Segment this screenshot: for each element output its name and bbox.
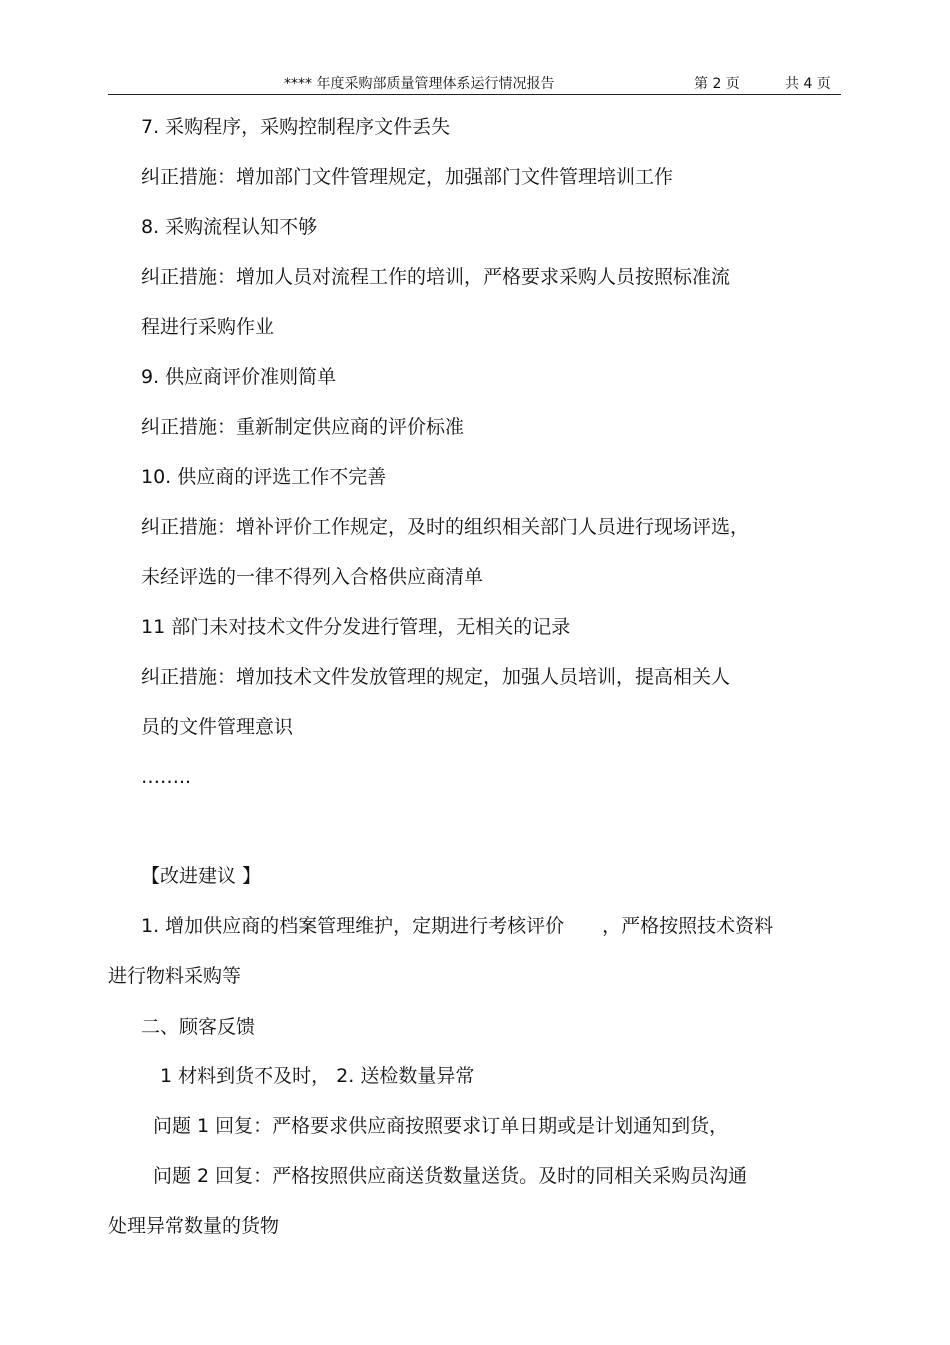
item-11-corrective-action-cont: 员的文件管理意识 bbox=[141, 716, 294, 738]
item-8-corrective-action-cont: 程进行采购作业 bbox=[141, 316, 275, 338]
header-page-number: 第 2 页 bbox=[694, 76, 740, 92]
item-9-corrective-action: 纠正措施：重新制定供应商的评价标准 bbox=[141, 416, 465, 438]
issue-1-reply: 问题 1 回复：严格要求供应商按照要求订单日期或是计划通知到货， bbox=[153, 1115, 729, 1137]
item-8-title: 8. 采购流程认知不够 bbox=[141, 216, 318, 238]
item-7-corrective-action: 纠正措施：增加部门文件管理规定，加强部门文件管理培训工作 bbox=[141, 166, 674, 188]
improvement-item-1: 1. 增加供应商的档案管理维护，定期进行考核评价 ，严格按照技术资料 bbox=[141, 915, 774, 937]
header-total-pages: 共 4 页 bbox=[785, 76, 831, 92]
item-10-corrective-action: 纠正措施：增补评价工作规定，及时的组织相关部门人员进行现场评选， bbox=[141, 516, 750, 538]
item-8-corrective-action: 纠正措施：增加人员对流程工作的培训，严格要求采购人员按照标准流 bbox=[141, 266, 731, 288]
item-11-title: 11 部门未对技术文件分发进行管理，无相关的记录 bbox=[141, 616, 571, 638]
item-10-title: 10. 供应商的评选工作不完善 bbox=[141, 466, 387, 488]
section-customer-feedback: 二、顾客反馈 bbox=[141, 1016, 256, 1038]
issue-2-reply: 问题 2 回复：严格按照供应商送货数量送货。及时的同相关采购员沟通 bbox=[153, 1165, 748, 1187]
issue-2-reply-cont: 处理异常数量的货物 bbox=[108, 1215, 280, 1237]
feedback-issues: 1 材料到货不及时， 2. 送检数量异常 bbox=[160, 1065, 475, 1087]
improvement-item-1-cont: 进行物料采购等 bbox=[108, 965, 242, 987]
header-title: **** 年度采购部质量管理体系运行情况报告 bbox=[284, 76, 555, 92]
item-7-title: 7. 采购程序，采购控制程序文件丢失 bbox=[141, 116, 451, 138]
item-10-corrective-action-cont: 未经评选的一律不得列入合格供应商清单 bbox=[141, 566, 484, 588]
improvement-heading: 【改进建议 】 bbox=[141, 865, 262, 887]
page-header bbox=[108, 70, 841, 95]
item-11-corrective-action: 纠正措施：增加技术文件发放管理的规定，加强人员培训，提高相关人 bbox=[141, 666, 731, 688]
ellipsis: …….. bbox=[141, 766, 192, 788]
item-9-title: 9. 供应商评价准则简单 bbox=[141, 366, 337, 388]
